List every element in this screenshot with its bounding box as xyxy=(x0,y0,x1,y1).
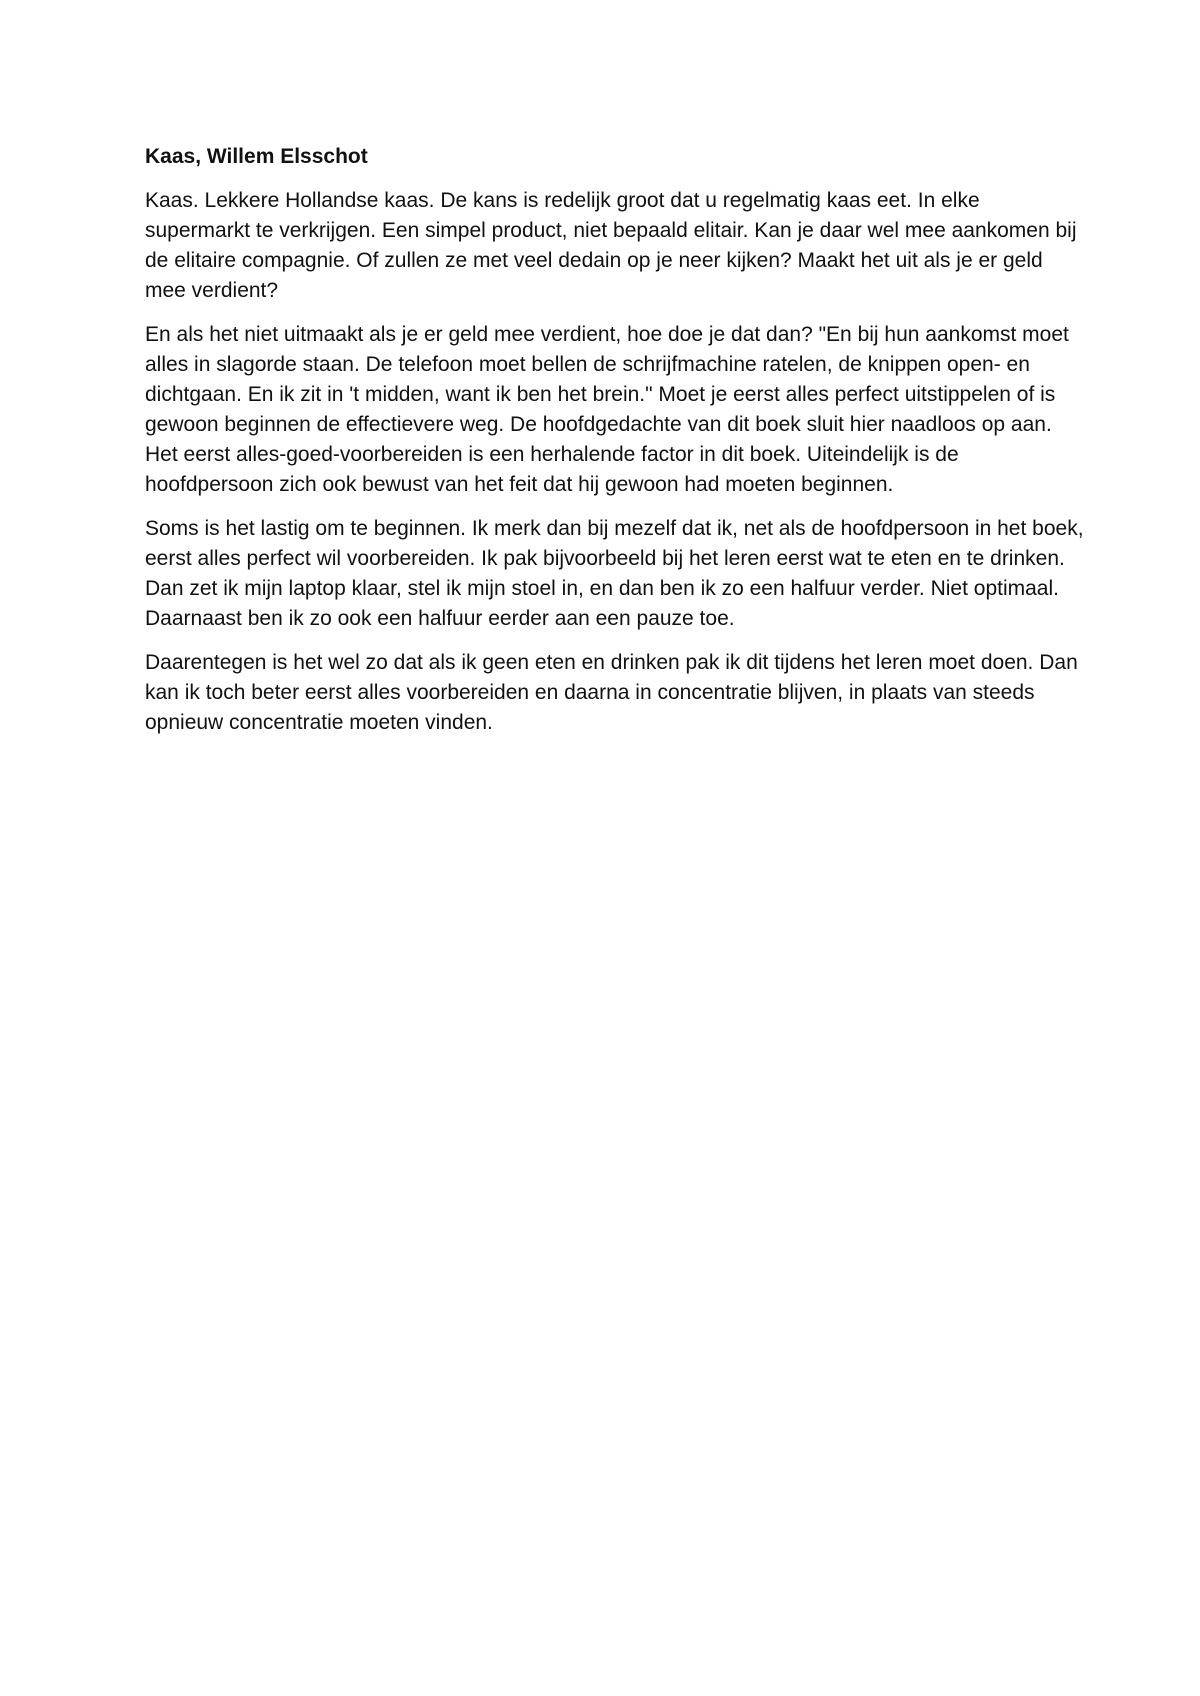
paragraph-4: Daarentegen is het wel zo dat als ik geen eten en drinken pak ik dit tijdens het leren moet doen. Dan kan ik toch beter eerst alles voorbereiden en daarna in concentratie blijven, in plaats van steeds opnieuw concentratie moeten vinden. xyxy=(145,651,1078,734)
document-page xyxy=(145,142,1085,752)
paragraph-3: Soms is het lastig om te beginnen. Ik merk dan bij mezelf dat ik, net als de hoofdpersoon in het boek, eerst alles perfect wil voorbereiden. Ik pak bijvoorbeeld bij het leren eerst wat te eten en te drinken. Dan zet ik mijn laptop klaar, stel ik mijn stoel in, en dan ben ik zo een halfuur verder. Niet optimaal. Daarnaast ben ik zo ook een halfuur eerder aan een pauze toe. xyxy=(145,517,1084,630)
paragraph-2: En als het niet uitmaakt als je er geld mee verdient, hoe doe je dat dan? "En bij hun aankomst moet alles in slagorde staan. De telefoon moet bellen de schrijfmachine ratelen, de knippen open- en dichtgaan. En ik zit in 't midden, want ik ben het brein." Moet je eerst alles perfect uitstippelen of is gewoon beginnen de effectievere weg. De hoofdgedachte van dit boek sluit hier naadloos op aan. Het eerst alles-goed-voorbereiden is een herhalende factor in dit boek. Uiteindelijk is de hoofdpersoon zich ook bewust van het feit dat hij gewoon had moeten beginnen. xyxy=(145,323,1069,496)
paragraph-1: Kaas. Lekkere Hollandse kaas. De kans is redelijk groot dat u regelmatig kaas eet. In elke supermarkt te verkrijgen. Een simpel product, niet bepaald elitair. Kan je daar wel mee aankomen bij de elitaire compagnie. Of zullen ze met veel dedain op je neer kijken? Maakt het uit als je er geld mee verdient? xyxy=(145,189,1077,302)
document-title: Kaas, Willem Elsschot xyxy=(145,145,368,168)
